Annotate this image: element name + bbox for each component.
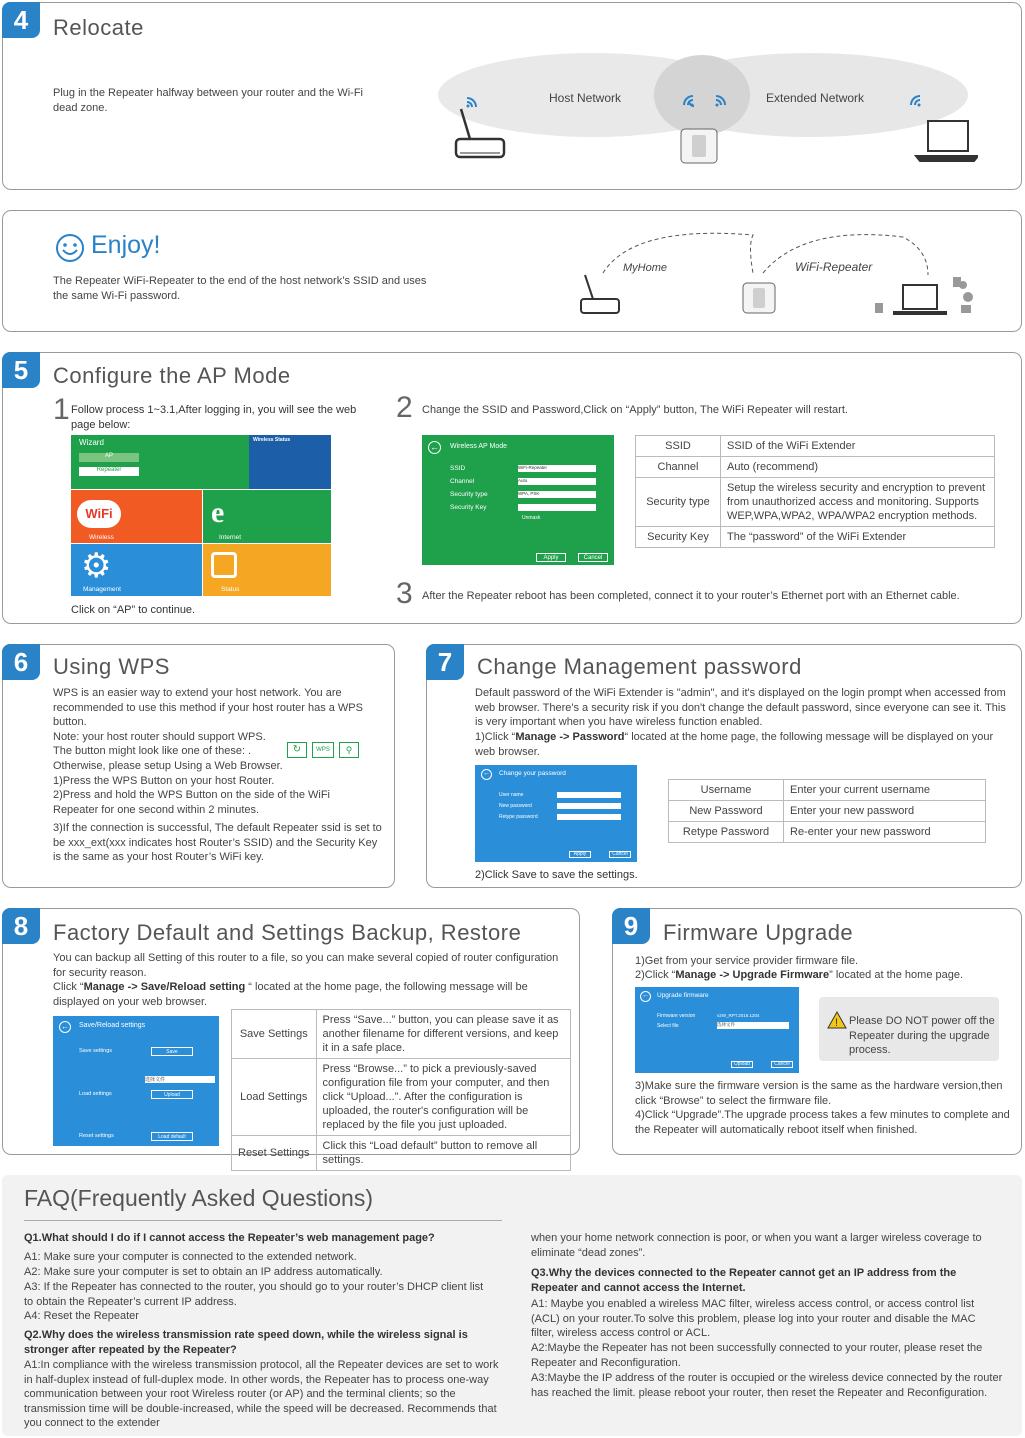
password-p2	[475, 730, 1015, 759]
step2-number: 2	[396, 391, 413, 424]
faq-q1: Q1.What should I do if I cannot access the Repeater’s web management page?	[24, 1232, 435, 1244]
step3-text: After the Repeater reboot has been completed, connect it to your router’s Ethernet port with an Ethernet cable.	[422, 590, 960, 602]
firmware-p3: 3)Make sure the firmware version is the same as the hardware version,then click “Browse” to select the firmware file.	[635, 1080, 1003, 1107]
wifi-logo-icon: WiFi	[77, 500, 121, 528]
management-label: Management	[83, 586, 121, 593]
cancel-button[interactable]: Cancel	[771, 1061, 793, 1068]
ap-button[interactable]: AP	[79, 453, 139, 462]
fw-version-label: Firmware version	[657, 1013, 696, 1019]
back-icon[interactable]: ←	[61, 1022, 69, 1031]
management-tile	[71, 544, 202, 596]
upload-button[interactable]: Upload	[731, 1061, 753, 1068]
table-key: Security Key	[636, 527, 721, 548]
security-select[interactable]: WPA, PSK	[518, 491, 596, 498]
table-key: Channel	[636, 457, 721, 478]
wps-alt-icon: ⚲	[339, 742, 359, 758]
repeater-icon	[681, 129, 717, 163]
upload-button[interactable]: Upload	[151, 1090, 193, 1099]
status-icon	[211, 552, 237, 578]
wizard-tile	[71, 435, 249, 489]
faq-q2-a1-cont: when your home network connection is poor, or when you want a larger wireless coverage to eliminate “dead zones”.	[531, 1232, 982, 1259]
faq-section	[2, 1175, 1022, 1436]
table-value: Press “Save...” button, you can please save it as another filename for different versions, and keep it in a safe place.	[316, 1010, 570, 1059]
ie-icon: e	[211, 496, 225, 529]
warning-text: Please DO NOT power off the Repeater during the upgrade process.	[849, 1015, 995, 1056]
ssid-input[interactable]: WiFi-Repeater	[518, 465, 596, 472]
backup-p2	[53, 980, 573, 1009]
step1-text: Follow process 1~3.1,After logging in, you will see the web page below:	[71, 404, 357, 431]
table-value: Press “Browse...” to pick a previously-saved configuration file from your computer, and then click “Upload...”. After the configuration is uploaded, the router's configuration will be replaced by the file you just uploaded.	[316, 1059, 570, 1136]
security-type-label: Security type	[450, 491, 488, 498]
panel-title: Save/Reload settings	[79, 1022, 146, 1029]
faq-q2: Q2.Why does the wireless transmission rate speed down, while the wireless signal is stronger after repeated by the Repeater?	[24, 1329, 468, 1356]
internet-tile	[203, 490, 331, 543]
extended-network-label: Extended Network	[766, 91, 865, 105]
apply-button[interactable]: Apply	[569, 851, 591, 858]
repeater-icon	[743, 283, 775, 313]
table-key: Username	[669, 780, 784, 801]
firmware-p2	[635, 968, 1025, 983]
reset-settings-label: Reset settings	[79, 1133, 114, 1139]
wps-p7: 3)If the connection is successful, The default Repeater ssid is set to be xxx_ext(xxx indicates host Router’s SSID) and the Security Key is the same as your host Router’s WiFi key.	[53, 822, 382, 863]
table-value: Enter your new password	[784, 801, 986, 822]
wps-button-icons	[287, 742, 359, 758]
text-part: “ located at the home page, the following message will be displayed on your web browser.	[475, 731, 994, 758]
enjoy-text: The Repeater WiFi-Repeater to the end of the host network’s SSID and uses the same Wi-Fi password.	[53, 275, 427, 302]
wps-p5: 1)Press the WPS Button on your host Router.	[53, 775, 275, 787]
step1-number: 1	[53, 393, 70, 426]
cancel-button[interactable]: Cancel	[609, 851, 631, 858]
new-password-input[interactable]	[557, 803, 621, 809]
back-icon[interactable]: ←	[640, 991, 651, 1002]
faq-q1-a4: A4: Reset the Repeater	[24, 1310, 139, 1322]
wireless-ap-panel	[422, 435, 614, 565]
table-value: The “password” of the WiFi Extender	[721, 527, 995, 548]
router-icon	[581, 275, 619, 313]
cancel-button[interactable]: Cancel	[578, 553, 608, 562]
select-file-label: Select file	[657, 1023, 679, 1029]
backup-p1: You can backup all Setting of this router to a file, so you can make several copied of router configuration for security reason.	[53, 952, 559, 979]
laptop-icon	[916, 121, 978, 161]
click-ap-text: Click on “AP” to continue.	[71, 604, 196, 616]
network-diagram	[438, 43, 978, 168]
save-button[interactable]: Save	[151, 1047, 193, 1056]
firmware-p4: 4)Click “Upgrade”.The upgrade process takes a few minutes to complete and the Repeater will automatically reboot itself when finished.	[635, 1109, 1010, 1136]
security-key-input[interactable]	[518, 504, 596, 511]
back-icon[interactable]: ←	[430, 442, 439, 452]
wifi-repeater-label: WiFi-Repeater	[795, 260, 873, 274]
myhome-label: MyHome	[623, 262, 668, 274]
smiley-icon	[55, 233, 85, 263]
table-key: Reset Settings	[232, 1136, 317, 1171]
wifi-tile	[71, 490, 202, 543]
section-title: Using WPS	[53, 654, 170, 679]
section-ap-mode	[2, 352, 1022, 624]
gear-icon: ⚙	[81, 547, 112, 585]
password-p3: 2)Click Save to save the settings.	[475, 869, 638, 881]
save-reload-panel	[53, 1016, 219, 1146]
username-input[interactable]	[557, 792, 621, 798]
faq-q1-a2: A2: Make sure your computer is set to obtain an IP address automatically.	[24, 1266, 383, 1278]
section-title: Configure the AP Mode	[53, 363, 291, 388]
table-value: Enter your current username	[784, 780, 986, 801]
status-title: Wireless Status	[253, 437, 291, 443]
internet-label: Internet	[219, 534, 242, 541]
wps-icon: WPS	[312, 742, 334, 758]
table-value: Setup the wireless security and encryption to prevent from unauthorized access and monitoring. Supports WEP,WPA,WPA2, WPA/WPA2 encryption methods.	[721, 478, 995, 527]
step-number: 9	[612, 908, 650, 944]
table-value: Click this “Load default” button to remove all settings.	[316, 1136, 570, 1171]
menu-path: Manage -> Upgrade Firmware	[675, 969, 830, 981]
text-part: 2)Click “	[635, 969, 676, 981]
panel-title: Change your password	[499, 770, 566, 777]
wireless-status-tile	[249, 435, 331, 489]
faq-q1-a1: A1: Make sure your computer is connected to the extended network.	[24, 1251, 357, 1263]
table-key: Load Settings	[232, 1059, 317, 1136]
step2-text: Change the SSID and Password,Click on “Apply” button, The WiFi Repeater will restart.	[422, 404, 848, 416]
new-password-label: New password	[499, 803, 532, 809]
load-default-button[interactable]: Load default	[151, 1132, 193, 1141]
retype-password-input[interactable]	[557, 814, 621, 820]
faq-q3-a2: A2:Maybe the Repeater has not been successfully connected to your router, please reset the Repeater and Reconfiguration.	[531, 1342, 983, 1369]
repeater-button[interactable]: Repeater	[79, 467, 139, 476]
step-number: 8	[2, 908, 40, 944]
upgrade-firmware-panel	[635, 987, 799, 1073]
save-settings-label: Save settings	[79, 1048, 113, 1054]
table-key: Security type	[636, 478, 721, 527]
section-relocate	[2, 2, 1022, 190]
enjoy-title: Enjoy!	[91, 231, 161, 259]
back-icon[interactable]: ←	[481, 769, 492, 780]
text-part: ” located at the home page.	[829, 969, 964, 981]
unmask-checkbox[interactable]: Unmask	[522, 515, 541, 521]
section-title: Change Management password	[477, 654, 802, 679]
table-key: SSID	[636, 436, 721, 457]
faq-title: FAQ(Frequently Asked Questions)	[24, 1185, 373, 1211]
channel-select[interactable]: Auto	[518, 478, 596, 485]
refresh-icon: ↻	[287, 742, 307, 758]
step-number: 6	[2, 644, 40, 680]
table-key: New Password	[669, 801, 784, 822]
section-firmware	[612, 908, 1022, 1155]
text-part: Click “	[53, 981, 84, 993]
text-part: 1)Click “	[475, 731, 516, 743]
table-value: Re-enter your new password	[784, 822, 986, 843]
relocate-text: Plug in the Repeater halfway between your router and the Wi-Fi dead zone.	[53, 87, 363, 114]
wps-p4: Otherwise, please setup Using a Web Browser.	[53, 760, 283, 772]
file-input[interactable]: 选择文件	[145, 1076, 215, 1083]
fw-version-value: v2W_RPT.2016.1204	[717, 1013, 760, 1018]
password-p1: Default password of the WiFi Extender is "admin", and it's displayed on the login prompt when accessed from web browser. There's a security risk if you don't change the default password, since everyone can see it. This is very important when you have wireless function enabled.	[475, 687, 1006, 728]
panel-title: Upgrade firmware	[657, 992, 709, 999]
username-label: User name	[499, 792, 524, 798]
section-title: Relocate	[53, 15, 144, 40]
status-label: Status	[221, 586, 240, 593]
table-value: Auto (recommend)	[721, 457, 995, 478]
section-backup	[2, 908, 580, 1166]
faq-q3: Q3.Why the devices connected to the Repeater cannot get an IP address from the Repeater and cannot access the Internet.	[531, 1267, 957, 1294]
panel-title: Wireless AP Mode	[450, 443, 508, 450]
file-input[interactable]: 选择文件	[717, 1022, 789, 1029]
section-title: Factory Default and Settings Backup, Restore	[53, 920, 522, 945]
retype-password-label: Retype password	[499, 814, 538, 820]
wireless-label: Wireless	[89, 534, 114, 541]
step-number: 4	[2, 2, 40, 38]
load-settings-label: Load settings	[79, 1091, 112, 1097]
channel-label: Channel	[450, 478, 475, 485]
menu-path: Manage -> Password	[515, 731, 625, 743]
section-enjoy	[2, 210, 1022, 332]
section-wps	[2, 644, 395, 888]
svg-text:!: !	[835, 1017, 839, 1029]
ssid-label: SSID	[450, 465, 466, 472]
security-key-label: Security Key	[450, 504, 487, 511]
warning-icon	[827, 1011, 847, 1029]
status-tile	[203, 544, 331, 596]
table-key: Save Settings	[232, 1010, 317, 1059]
wps-p2: Note: your host router should support WPS.	[53, 731, 266, 743]
ap-settings-table	[635, 435, 995, 548]
wizard-title: Wizard	[79, 438, 104, 447]
table-key: Retype Password	[669, 822, 784, 843]
section-password	[426, 644, 1022, 888]
faq-q3-a3: A3:Maybe the IP address of the router is occupied or the wireless device connected by the router has reached the limit. please reboot your router, then reset the Repeater and Reconfiguration.	[531, 1372, 1003, 1399]
step3-number: 3	[396, 577, 413, 610]
section-title: Firmware Upgrade	[663, 920, 854, 945]
warning-box	[819, 997, 999, 1061]
wps-p1: WPS is an easier way to extend your host network. You are recommended to use this method if your host router has a WPS button.	[53, 687, 363, 728]
host-network-label: Host Network	[549, 91, 622, 105]
step-number: 7	[426, 644, 464, 680]
faq-q3-a1: A1: Maybe you enabled a wireless MAC filter, wireless access control, or access control list (ACL) on your router.To solve this problem, please log into your router and disable the MAC filter, wireless access control or ACL.	[531, 1298, 976, 1339]
firmware-p1: 1)Get from your service provider firmware file.	[635, 955, 859, 967]
faq-divider	[24, 1220, 502, 1221]
password-table	[668, 779, 986, 843]
wps-p3: The button might look like one of these: .	[53, 745, 252, 757]
change-password-panel	[475, 765, 637, 862]
laptop-icon	[893, 285, 947, 315]
menu-path: Manage -> Save/Reload setting	[83, 981, 246, 993]
faq-q1-a3: A3: If the Repeater has connected to the router, you should go to your router’s DHCP client list to obtain the Repeater’s current IP address.	[24, 1281, 484, 1308]
apply-button[interactable]: Apply	[536, 553, 566, 562]
faq-q2-a1: A1:In compliance with the wireless transmission protocol, all the Repeater devices are set to work in half-duplex instead of full-duplex mode. In other words, the Repeater has to process one-way communication between your root Wireless router (or AP) and the terminal clients; so the transmission time will be double-increased, while the speed will be decreased. Recommends that you connect to the extender	[24, 1359, 499, 1429]
table-value: SSID of the WiFi Extender	[721, 436, 995, 457]
wps-p6: 2)Press and hold the WPS Button on the side of the WiFi Repeater for one second within 2 minutes.	[53, 789, 330, 816]
step-number: 5	[2, 352, 40, 388]
backup-table	[231, 1009, 571, 1171]
text-part: “ located at the home page, the following message will be displayed on your web browser.	[53, 981, 528, 1008]
